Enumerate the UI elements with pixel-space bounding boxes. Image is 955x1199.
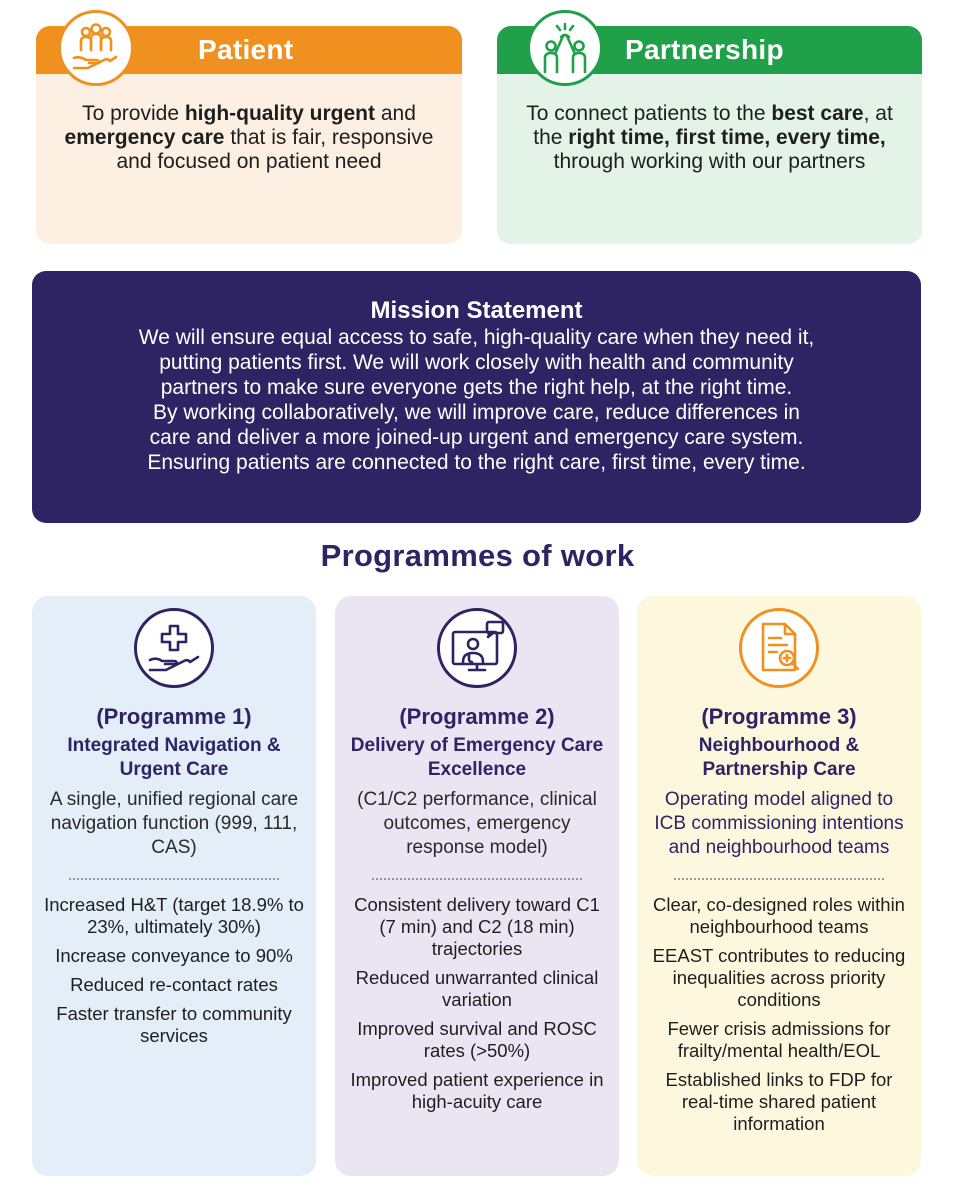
mission-text <box>32 325 921 475</box>
people-in-hand-icon <box>58 10 134 86</box>
partnership-text-5: through working with our partners <box>553 150 866 173</box>
outcome-item: Fewer crisis admissions for frailty/mental health/EOL <box>667 1018 891 1061</box>
programme-description: (C1/C2 performance, clinical outcomes, emergency response model) <box>357 789 597 858</box>
outcome-item: Reduced re-contact rates <box>70 974 278 995</box>
programme-name: Integrated Navigation & Urgent Care <box>67 735 281 780</box>
programme-number: (Programme 3) <box>701 704 857 729</box>
divider <box>372 878 582 880</box>
partnership-statement <box>497 74 922 174</box>
partnership-text-3: , at the <box>533 102 893 149</box>
patient-statement <box>36 74 462 174</box>
programme-number: (Programme 2) <box>399 704 555 729</box>
outcome-item: Improved survival and ROSC rates (>50%) <box>357 1018 597 1061</box>
outcome-item: Increase conveyance to 90% <box>55 945 293 966</box>
patient-text-3: and <box>375 102 416 125</box>
programme-3-card <box>637 596 921 1176</box>
outcome-item: Reduced unwarranted clinical variation <box>355 967 599 1010</box>
patient-text-1: To provide <box>82 102 185 125</box>
patient-title: Patient <box>198 34 294 65</box>
doctor-monitor-icon <box>437 608 517 688</box>
patient-text-5: that is fair, responsive and focused on patient need <box>116 126 434 173</box>
outcome-item: Improved patient experience in high-acuity care <box>350 1069 604 1112</box>
mission-line: Ensuring patients are connected to the right care, first time, every time. <box>147 451 806 474</box>
outcome-item: EEAST contributes to reducing inequalities across priority conditions <box>652 945 906 1010</box>
partnership-title: Partnership <box>625 34 784 65</box>
programme-outcomes <box>637 894 921 1135</box>
patient-text-4: emergency care <box>64 126 225 149</box>
mission-line: care and deliver a more joined-up urgent and emergency care system. <box>149 426 804 449</box>
programme-2-card <box>335 596 619 1176</box>
outcome-item: Consistent delivery toward C1 (7 min) and C2 (18 min) trajectories <box>354 894 600 959</box>
partnership-text-1: To connect patients to the <box>526 102 772 125</box>
divider <box>69 878 279 880</box>
document-search-icon <box>739 608 819 688</box>
partnership-text-4: right time, first time, every time, <box>568 126 886 149</box>
programme-description: Operating model aligned to ICB commissioning intentions and neighbourhood teams <box>654 789 904 858</box>
partnership-text-2: best care <box>771 102 864 125</box>
programmes-heading: Programmes of work <box>320 538 635 573</box>
mission-line: partners to make sure everyone gets the right help, at the right time. <box>160 376 793 399</box>
divider <box>674 878 884 880</box>
outcome-item: Faster transfer to community services <box>56 1003 292 1046</box>
mission-line: putting patients first. We will work closely with health and community <box>159 351 794 374</box>
patient-text-2: high-quality urgent <box>184 102 375 125</box>
outcome-item: Clear, co-designed roles within neighbourhood teams <box>653 894 905 937</box>
programme-name: Delivery of Emergency Care Excellence <box>350 735 604 780</box>
mission-line: By working collaboratively, we will improve care, reduce differences in <box>152 401 800 424</box>
cross-in-hand-icon <box>134 608 214 688</box>
programme-outcomes <box>335 894 619 1113</box>
mission-statement <box>32 271 921 523</box>
outcome-item: Increased H&T (target 18.9% to 23%, ultimately 30%) <box>44 894 304 937</box>
mission-title: Mission Statement <box>370 297 583 324</box>
mission-line: We will ensure equal access to safe, high-quality care when they need it, <box>138 326 815 349</box>
people-high-five-icon <box>527 10 603 86</box>
programme-name: Neighbourhood & Partnership Care <box>698 735 860 780</box>
programme-outcomes <box>32 894 316 1047</box>
programme-1-card <box>32 596 316 1176</box>
programme-description: A single, unified regional care navigation function (999, 111, CAS) <box>49 789 299 858</box>
outcome-item: Established links to FDP for real-time shared patient information <box>665 1069 893 1134</box>
programme-number: (Programme 1) <box>96 704 252 729</box>
